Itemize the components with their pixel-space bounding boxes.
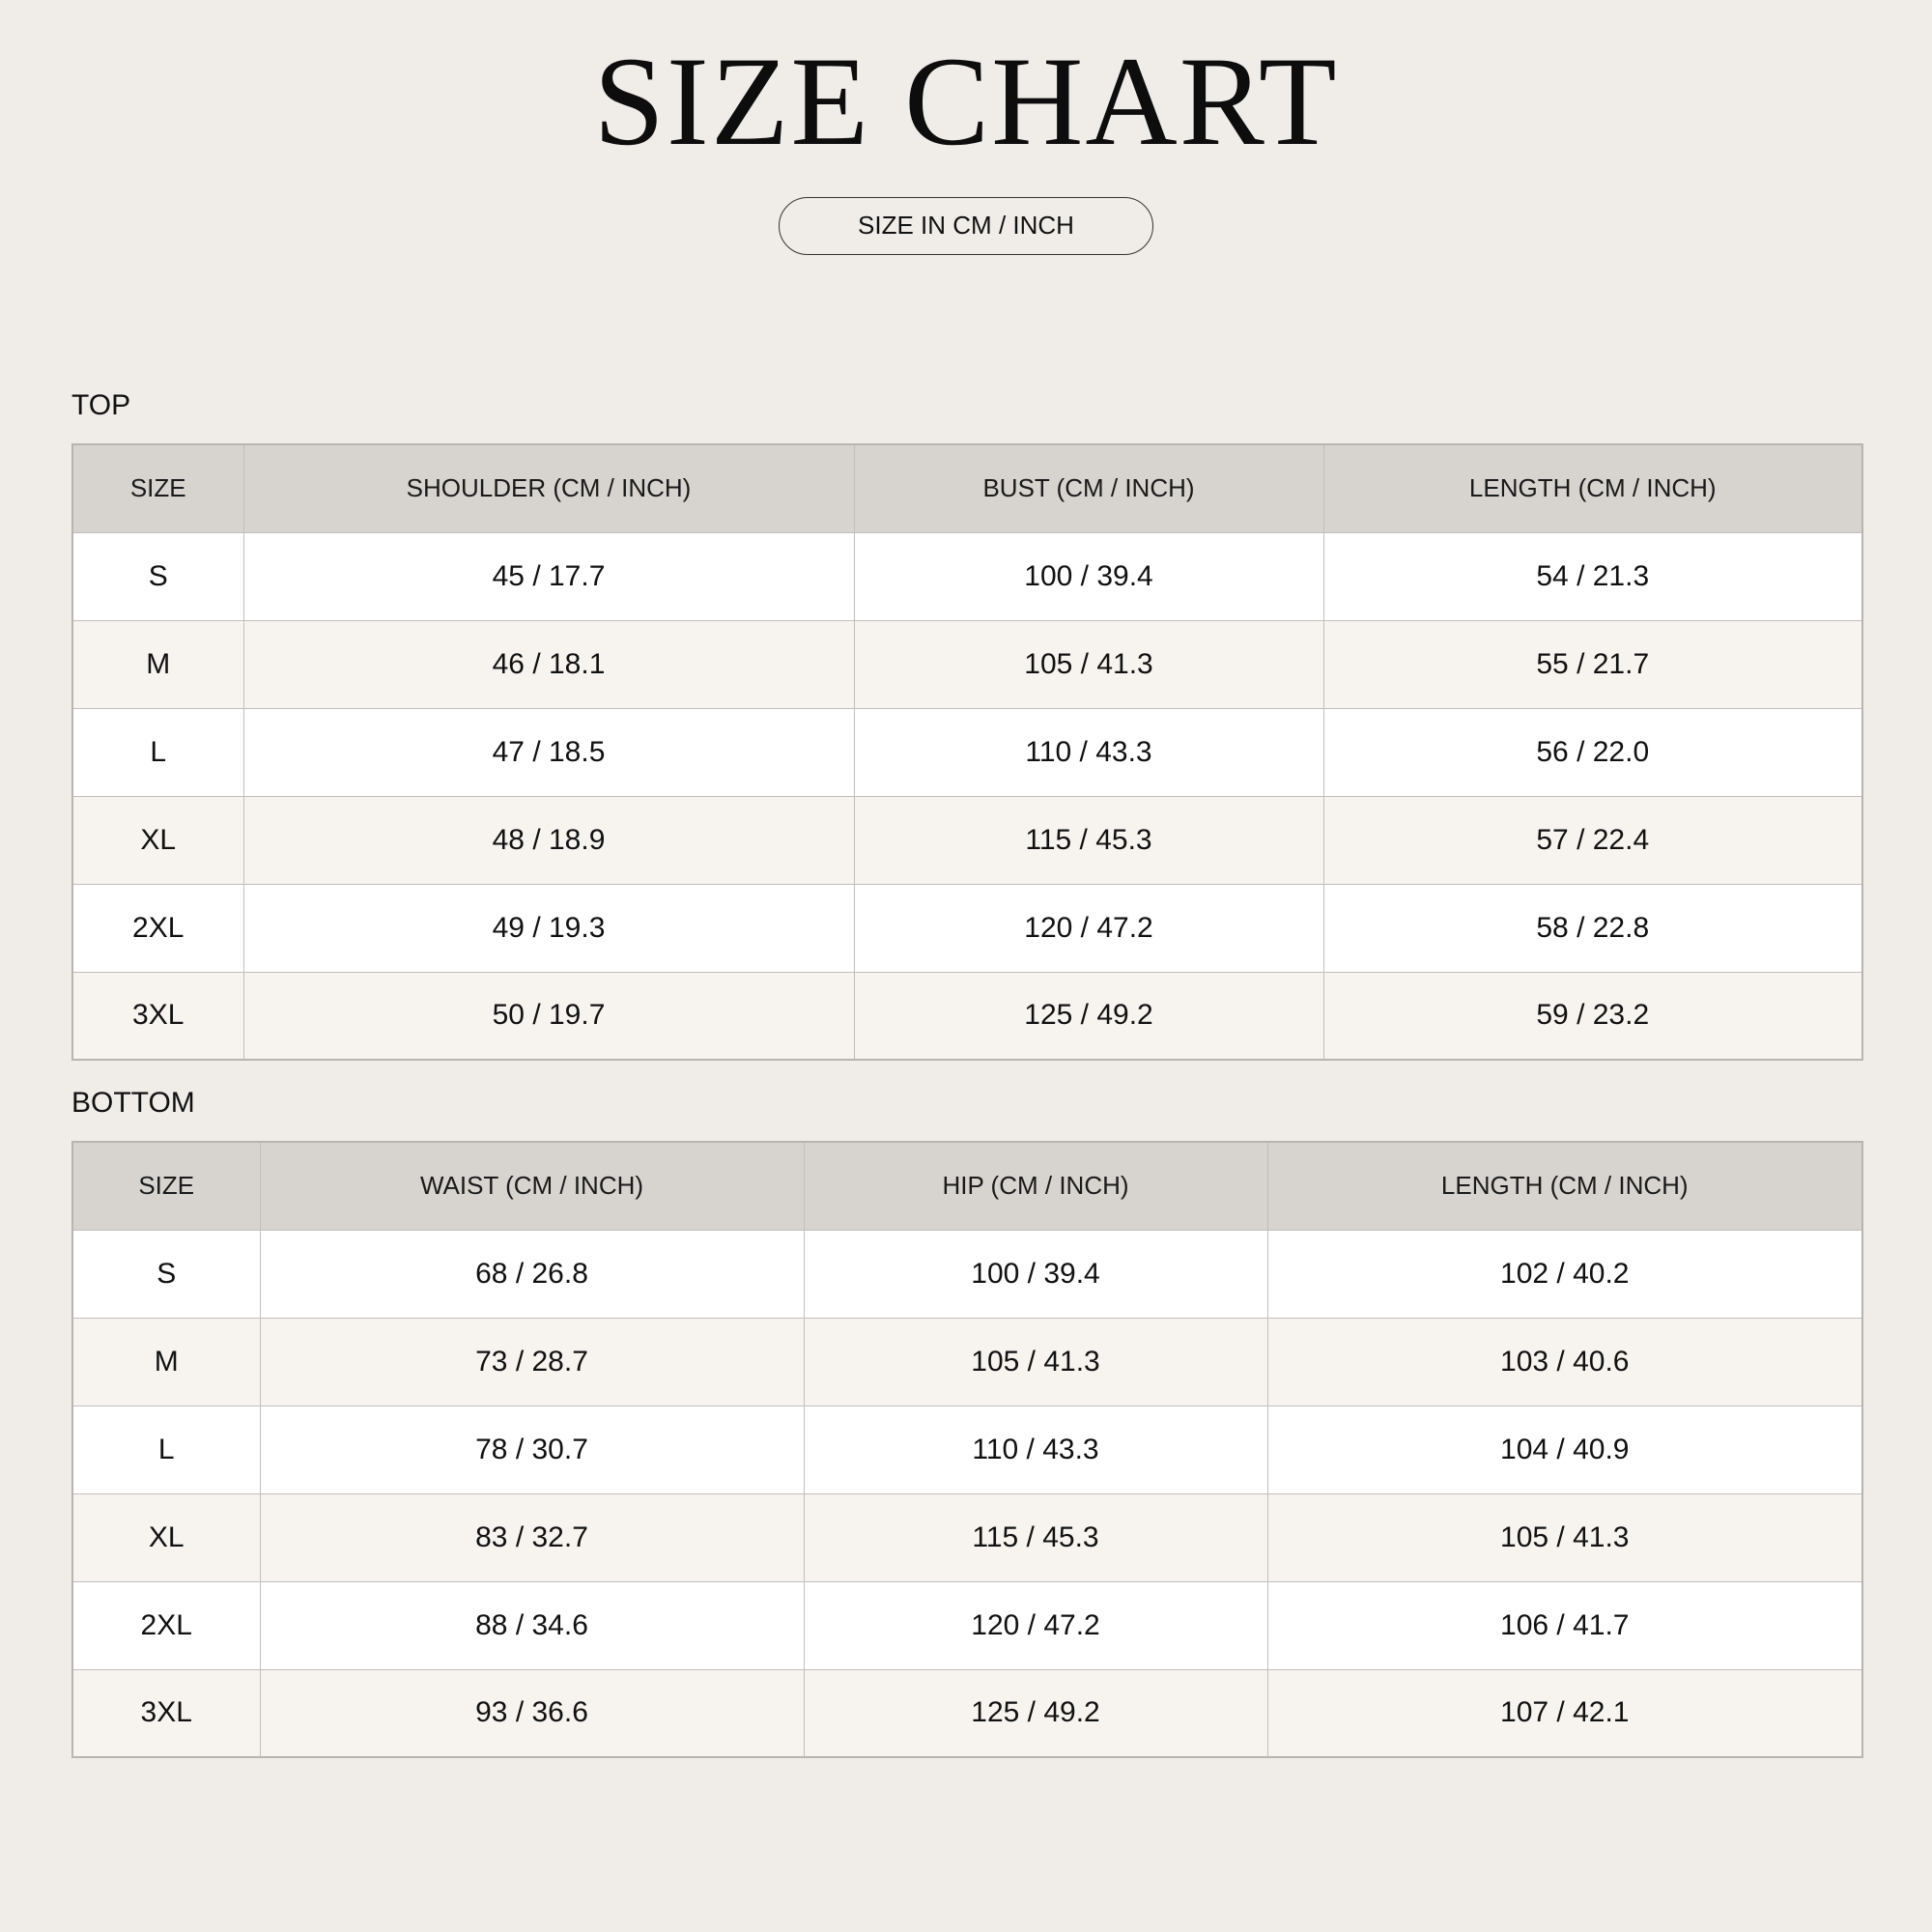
table-row xyxy=(72,1230,1862,1318)
hip-cell: 125 / 49.2 xyxy=(804,1669,1267,1757)
size-cell: L xyxy=(72,1406,260,1493)
table-row xyxy=(72,1406,1862,1493)
table-row xyxy=(72,1581,1862,1669)
column-header: SIZE xyxy=(72,444,243,532)
size-cell: 3XL xyxy=(72,972,243,1060)
column-header: HIP (CM / INCH) xyxy=(804,1142,1267,1230)
hip-cell: 120 / 47.2 xyxy=(804,1581,1267,1669)
table-row xyxy=(72,708,1862,796)
size-cell: XL xyxy=(72,1493,260,1581)
bust-cell: 110 / 43.3 xyxy=(854,708,1323,796)
length-cell: 56 / 22.0 xyxy=(1323,708,1862,796)
table-header-row xyxy=(72,1142,1862,1230)
size-cell: S xyxy=(72,532,243,620)
page-title: SIZE CHART xyxy=(593,30,1339,172)
column-header: LENGTH (CM / INCH) xyxy=(1323,444,1862,532)
length-cell: 54 / 21.3 xyxy=(1323,532,1862,620)
table-row xyxy=(72,884,1862,972)
table-row xyxy=(72,532,1862,620)
length-cell: 104 / 40.9 xyxy=(1267,1406,1862,1493)
size-cell: 2XL xyxy=(72,1581,260,1669)
shoulder-cell: 45 / 17.7 xyxy=(243,532,854,620)
hip-cell: 110 / 43.3 xyxy=(804,1406,1267,1493)
length-cell: 59 / 23.2 xyxy=(1323,972,1862,1060)
table-row xyxy=(72,796,1862,884)
length-cell: 106 / 41.7 xyxy=(1267,1581,1862,1669)
column-header: SIZE xyxy=(72,1142,260,1230)
size-cell: M xyxy=(72,1318,260,1406)
waist-cell: 68 / 26.8 xyxy=(260,1230,804,1318)
length-cell: 105 / 41.3 xyxy=(1267,1493,1862,1581)
column-header: LENGTH (CM / INCH) xyxy=(1267,1142,1862,1230)
shoulder-cell: 46 / 18.1 xyxy=(243,620,854,708)
table-row xyxy=(72,972,1862,1060)
hip-cell: 100 / 39.4 xyxy=(804,1230,1267,1318)
bottom-size-table xyxy=(71,1141,1863,1758)
unit-badge: SIZE IN CM / INCH xyxy=(779,197,1153,255)
waist-cell: 73 / 28.7 xyxy=(260,1318,804,1406)
waist-cell: 83 / 32.7 xyxy=(260,1493,804,1581)
shoulder-cell: 50 / 19.7 xyxy=(243,972,854,1060)
table-row xyxy=(72,1318,1862,1406)
table-row xyxy=(72,620,1862,708)
bust-cell: 105 / 41.3 xyxy=(854,620,1323,708)
top-section-label: TOP xyxy=(71,389,131,421)
waist-cell: 93 / 36.6 xyxy=(260,1669,804,1757)
column-header: SHOULDER (CM / INCH) xyxy=(243,444,854,532)
waist-cell: 78 / 30.7 xyxy=(260,1406,804,1493)
size-cell: L xyxy=(72,708,243,796)
bust-cell: 100 / 39.4 xyxy=(854,532,1323,620)
table-header-row xyxy=(72,444,1862,532)
length-cell: 102 / 40.2 xyxy=(1267,1230,1862,1318)
hip-cell: 115 / 45.3 xyxy=(804,1493,1267,1581)
size-cell: 3XL xyxy=(72,1669,260,1757)
length-cell: 57 / 22.4 xyxy=(1323,796,1862,884)
hip-cell: 105 / 41.3 xyxy=(804,1318,1267,1406)
length-cell: 103 / 40.6 xyxy=(1267,1318,1862,1406)
waist-cell: 88 / 34.6 xyxy=(260,1581,804,1669)
size-cell: S xyxy=(72,1230,260,1318)
bottom-section-label: BOTTOM xyxy=(71,1087,195,1119)
size-cell: XL xyxy=(72,796,243,884)
table-row xyxy=(72,1669,1862,1757)
size-cell: M xyxy=(72,620,243,708)
shoulder-cell: 49 / 19.3 xyxy=(243,884,854,972)
length-cell: 55 / 21.7 xyxy=(1323,620,1862,708)
table-row xyxy=(72,1493,1862,1581)
shoulder-cell: 48 / 18.9 xyxy=(243,796,854,884)
bust-cell: 125 / 49.2 xyxy=(854,972,1323,1060)
size-cell: 2XL xyxy=(72,884,243,972)
length-cell: 107 / 42.1 xyxy=(1267,1669,1862,1757)
top-size-table xyxy=(71,443,1863,1061)
shoulder-cell: 47 / 18.5 xyxy=(243,708,854,796)
bust-cell: 120 / 47.2 xyxy=(854,884,1323,972)
column-header: BUST (CM / INCH) xyxy=(854,444,1323,532)
column-header: WAIST (CM / INCH) xyxy=(260,1142,804,1230)
length-cell: 58 / 22.8 xyxy=(1323,884,1862,972)
bust-cell: 115 / 45.3 xyxy=(854,796,1323,884)
